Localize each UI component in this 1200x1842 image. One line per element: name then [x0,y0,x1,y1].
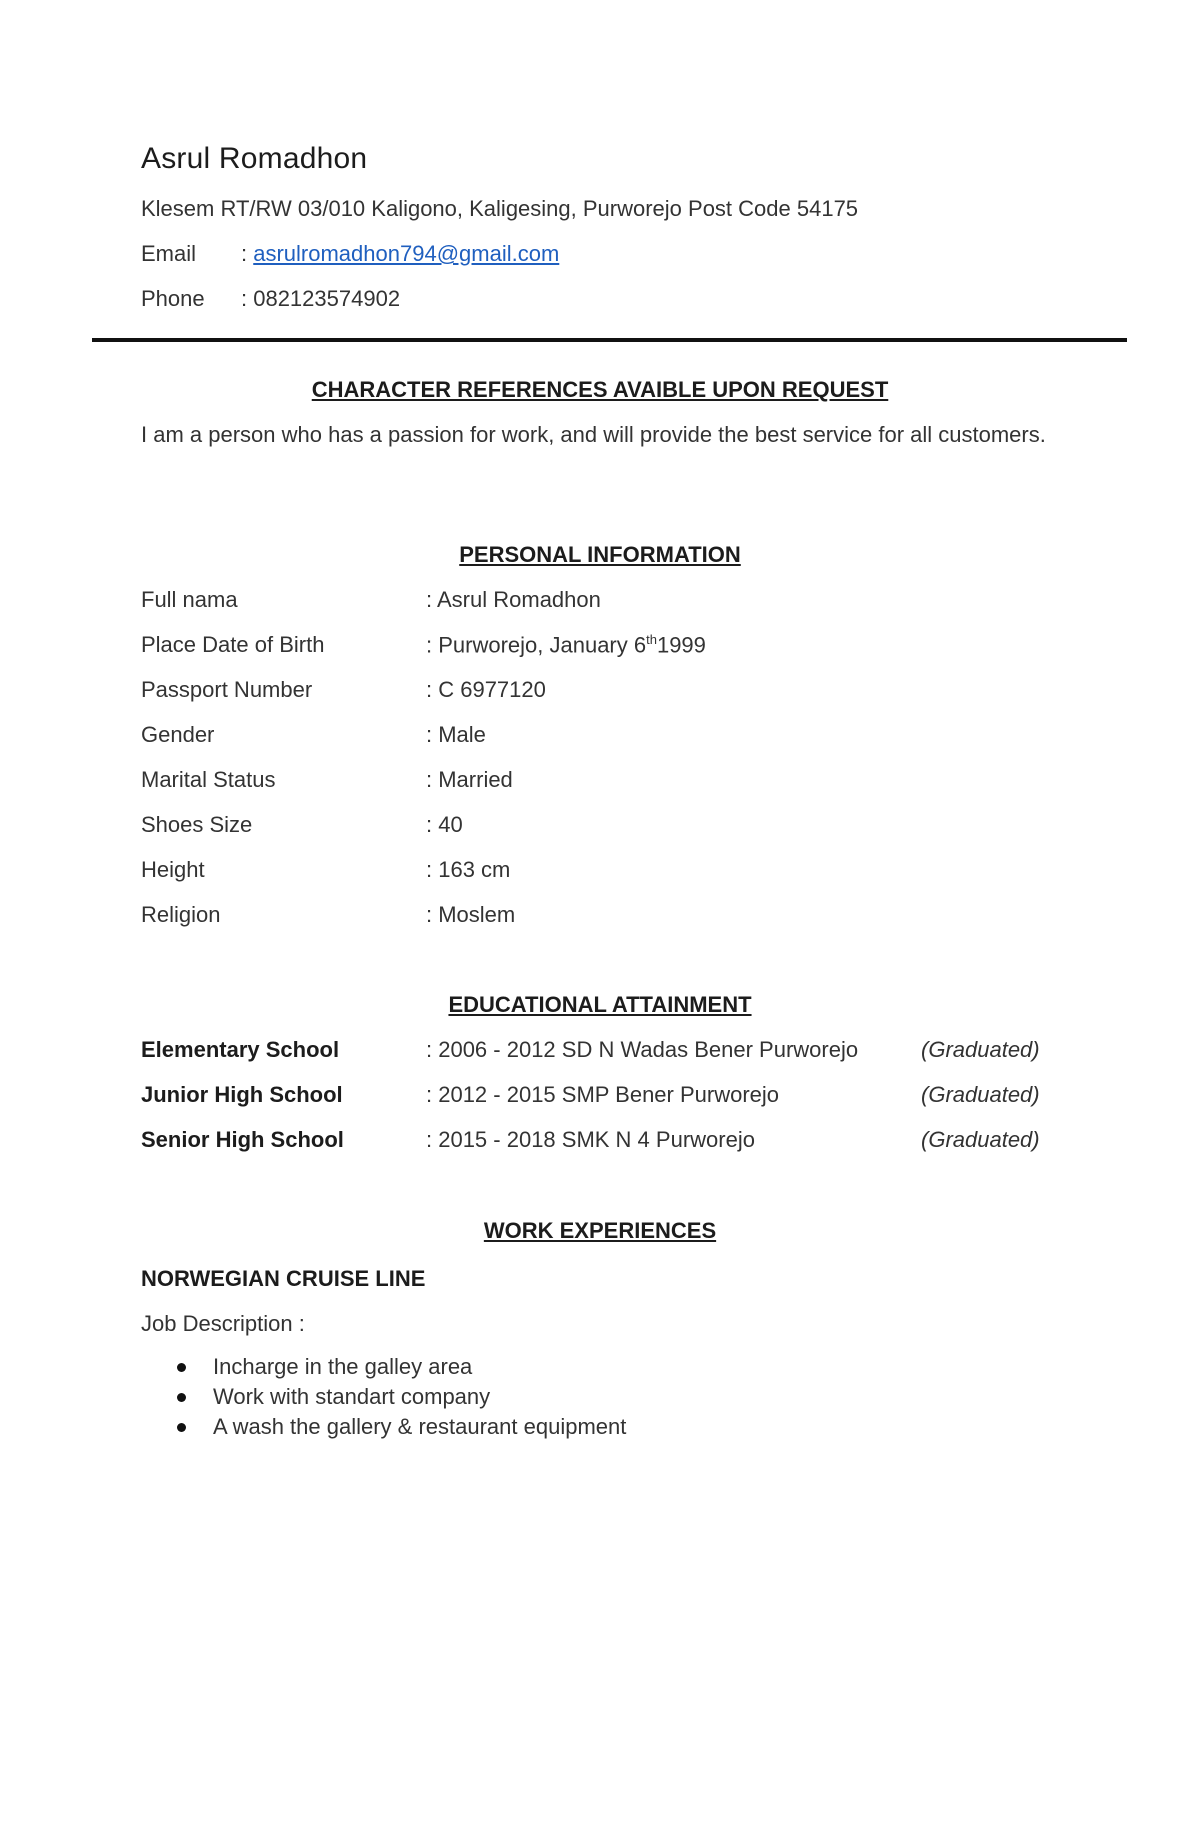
personal-value: : Moslem [426,902,516,927]
character-references-title: CHARACTER REFERENCES AVAIBLE UPON REQUEST [311,377,889,402]
personal-label: Place Date of Birth [141,632,325,657]
personal-value: : 40 [426,812,463,837]
personal-label: Gender [141,722,215,747]
personal-label: Religion [141,902,221,927]
education-level: Senior High School [141,1127,344,1152]
education-detail: : 2006 - 2012 SD N Wadas Bener Purworejo [426,1037,859,1062]
personal-value [426,632,706,658]
summary-text: I am a person who has a passion for work, and will provide the best service for all customers. [141,422,1046,447]
work-experiences-title: WORK EXPERIENCES [483,1218,717,1243]
personal-value: : Married [426,767,513,792]
job-description-label: Job Description : [141,1311,305,1336]
bullet-icon [177,1393,186,1402]
personal-label: Passport Number [141,677,313,702]
education-level: Junior High School [141,1082,343,1107]
bullet-icon [177,1363,186,1372]
phone-label: Phone [141,286,205,311]
list-item [141,1352,626,1382]
education-status: (Graduated) [921,1037,1040,1062]
duty-text: Work with standart company [213,1384,491,1409]
education-level: Elementary School [141,1037,340,1062]
education-status: (Graduated) [921,1127,1040,1152]
personal-value: : Asrul Romadhon [426,587,601,612]
duty-text: A wash the gallery & restaurant equipment [213,1414,627,1439]
bullet-icon [177,1423,186,1432]
email-line [141,241,559,267]
education-detail: : 2012 - 2015 SMP Bener Purworejo [426,1082,780,1107]
email-link[interactable]: asrulromadhon794@gmail.com [253,241,560,266]
applicant-name: Asrul Romadhon [141,142,368,175]
personal-value: : 163 cm [426,857,511,882]
personal-value: : C 6977120 [426,677,546,702]
company-name: NORWEGIAN CRUISE LINE [141,1266,426,1291]
list-item [141,1412,626,1442]
phone-line [141,286,400,312]
list-item [141,1382,626,1412]
duties-list [141,1352,626,1442]
phone-value: : 082123574902 [241,286,401,311]
address: Klesem RT/RW 03/010 Kaligono, Kaligesing, Purworejo Post Code 54175 [141,196,859,221]
birth-ordinal-suffix: th [646,632,657,647]
personal-label: Height [141,857,205,882]
header-divider [92,338,1127,342]
education-status: (Graduated) [921,1082,1040,1107]
email-separator: : [241,241,254,266]
personal-label: Full nama [141,587,238,612]
personal-label: Marital Status [141,767,276,792]
education-detail: : 2015 - 2018 SMK N 4 Purworejo [426,1127,755,1152]
birth-year: 1999 [656,632,706,658]
personal-label: Shoes Size [141,812,253,837]
personal-information-title: PERSONAL INFORMATION [459,542,741,567]
personal-value: : Male [426,722,486,747]
email-label: Email [141,241,197,266]
duty-text: Incharge in the galley area [213,1354,473,1379]
education-title: EDUCATIONAL ATTAINMENT [448,992,752,1017]
birth-value-main: : Purworejo, January 6 [426,632,647,658]
